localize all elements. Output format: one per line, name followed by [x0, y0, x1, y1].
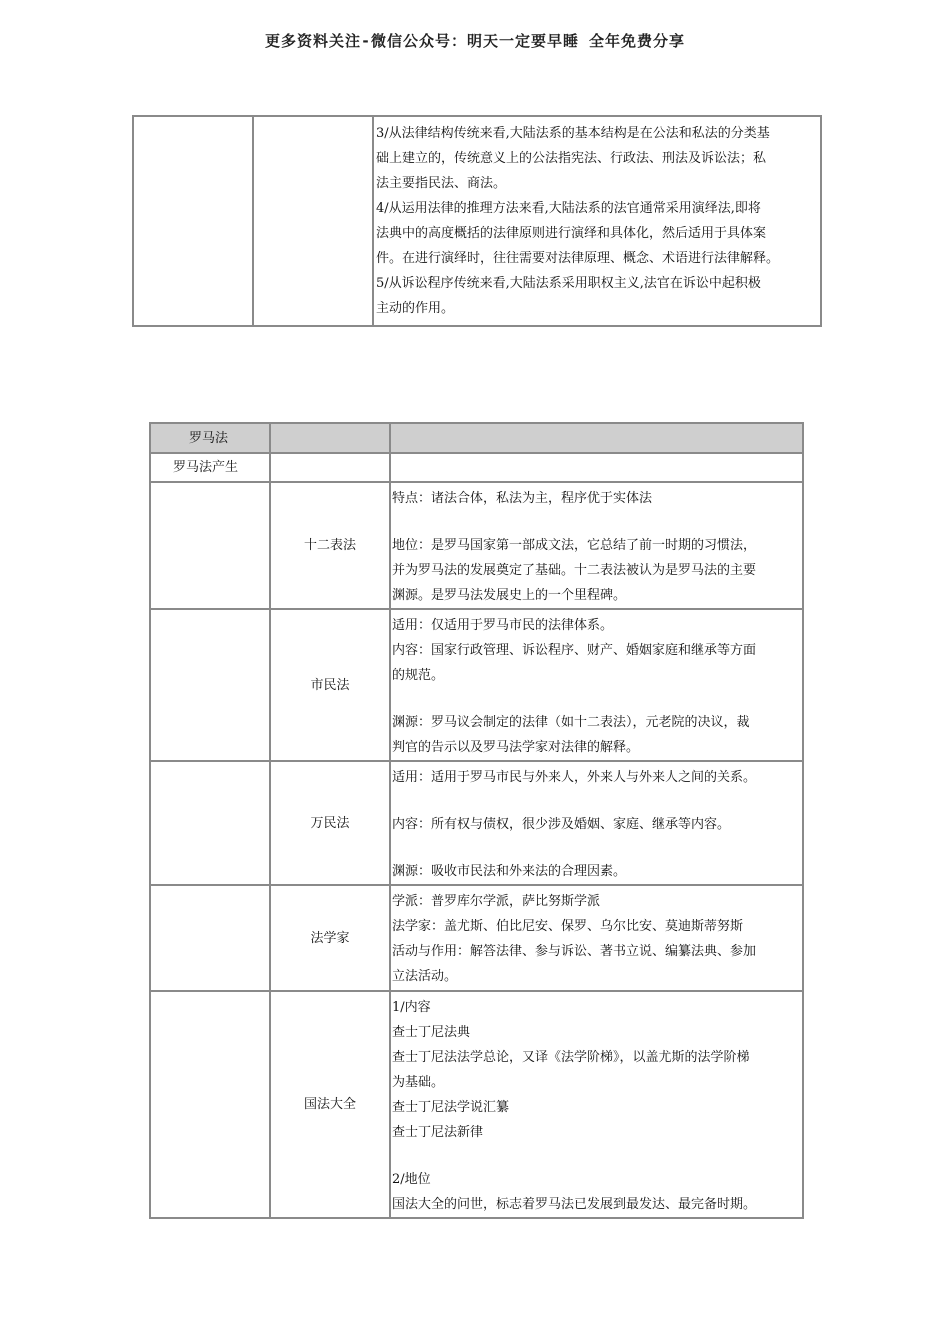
- description-cell: [390, 609, 803, 761]
- table-row: [150, 482, 803, 609]
- description-cell: [390, 885, 803, 991]
- text-line: 渊源：罗马议会制定的法律（如十二表法），元老院的决议，裁 判官的告示以及罗马法学家对法律的解释。: [392, 715, 750, 755]
- text-line: 查士丁尼法典: [392, 1025, 471, 1040]
- table-cell-content: [373, 116, 821, 326]
- text-line: [392, 688, 802, 710]
- table-cell: [150, 482, 270, 609]
- table-cell: [133, 116, 253, 326]
- text-line: 查士丁尼法学说汇纂: [392, 1100, 510, 1115]
- text-line: 国法大全的问世，标志着罗马法已发展到最发达、最完备时期。: [392, 1197, 757, 1212]
- description-cell: [390, 482, 803, 609]
- table-cell: [270, 453, 390, 482]
- text-line: 适用：适用于罗马市民与外来人，外来人与外来人之间的关系。: [392, 770, 757, 785]
- table-row: [133, 116, 821, 326]
- description-cell: [390, 761, 803, 885]
- text-line: 渊源：吸收市民法和外来法的合理因素。: [392, 864, 627, 879]
- paragraph-reasoning: 4/从运用法律的推理方法来看,大陆法系的法官通常采用演绎法,即将 法典中的高度概括的法律原则进行演绎和具体化，然后适用于具体案 件。在进行演绎时，往往需要对法律原理、概念、术语进行法律解释。: [376, 201, 780, 266]
- text-line: 特点：诸法合体，私法为主，程序优于实体法: [392, 491, 653, 506]
- paragraph-procedure: 5/从诉讼程序传统来看,大陆法系采用职权主义,法官在诉讼中起积极 主动的作用。: [376, 276, 761, 316]
- text-line: 活动与作用：解答法律、参与诉讼、著书立说、编纂法典、参加 立法活动。: [392, 944, 757, 984]
- term-cell: 国法大全: [270, 991, 390, 1218]
- section-title: 罗马法产生: [150, 453, 270, 482]
- term-cell: 万民法: [270, 761, 390, 885]
- text-line: 内容：国家行政管理、诉讼程序、财产、婚姻家庭和继承等方面 的规范。: [392, 643, 757, 683]
- text-line: [392, 837, 802, 859]
- table-cell: [150, 609, 270, 761]
- text-line: [392, 790, 802, 812]
- text-line: 法学家：盖尤斯、伯比尼安、保罗、乌尔比安、莫迪斯蒂努斯: [392, 919, 744, 934]
- table-header-cell: [270, 423, 390, 453]
- table-header-row: [150, 423, 803, 453]
- text-line: 2/地位: [392, 1172, 431, 1187]
- table-cell: [150, 761, 270, 885]
- text-line: [392, 1145, 802, 1167]
- table-cell: [390, 453, 803, 482]
- text-line: 地位：是罗马国家第一部成文法，它总结了前一时期的习惯法， 并为罗马法的发展奠定了基础。十二表法被认为是罗马法的主要 渊源。是罗马法发展史上的一个里程碑。: [392, 538, 757, 603]
- text-line: [392, 511, 802, 533]
- table-row: [150, 761, 803, 885]
- text-line: 学派：普罗库尔学派，萨比努斯学派: [392, 894, 601, 909]
- legal-system-table: [132, 115, 822, 327]
- text-line: 内容：所有权与债权，很少涉及婚姻、家庭、继承等内容。: [392, 817, 731, 832]
- roman-law-table: [149, 422, 804, 1219]
- table-row: [150, 885, 803, 991]
- text-line: 查士丁尼法新律: [392, 1125, 484, 1140]
- text-line: 适用：仅适用于罗马市民的法律体系。: [392, 618, 614, 633]
- description-cell: [390, 991, 803, 1218]
- table-header-title: 罗马法: [150, 423, 270, 453]
- table-row: [150, 991, 803, 1218]
- paragraph-structure: 3/从法律结构传统来看,大陆法系的基本结构是在公法和私法的分类基 础上建立的，传统意义上的公法指宪法、行政法、刑法及诉讼法；私 法主要指民法、商法。: [376, 126, 770, 191]
- term-cell: 法学家: [270, 885, 390, 991]
- page-header: 更多资料关注-微信公众号：明天一定要早睡 全年免费分享: [264, 32, 686, 50]
- table-row: [150, 609, 803, 761]
- text-line: 查士丁尼法法学总论，又译《法学阶梯》，以盖尤斯的法学阶梯 为基础。: [392, 1050, 750, 1090]
- table-header-cell: [390, 423, 803, 453]
- table-cell: [253, 116, 373, 326]
- table-row: [150, 453, 803, 482]
- table-cell: [150, 991, 270, 1218]
- text-line: 1/内容: [392, 1000, 431, 1015]
- table-cell: [150, 885, 270, 991]
- term-cell: 十二表法: [270, 482, 390, 609]
- term-cell: 市民法: [270, 609, 390, 761]
